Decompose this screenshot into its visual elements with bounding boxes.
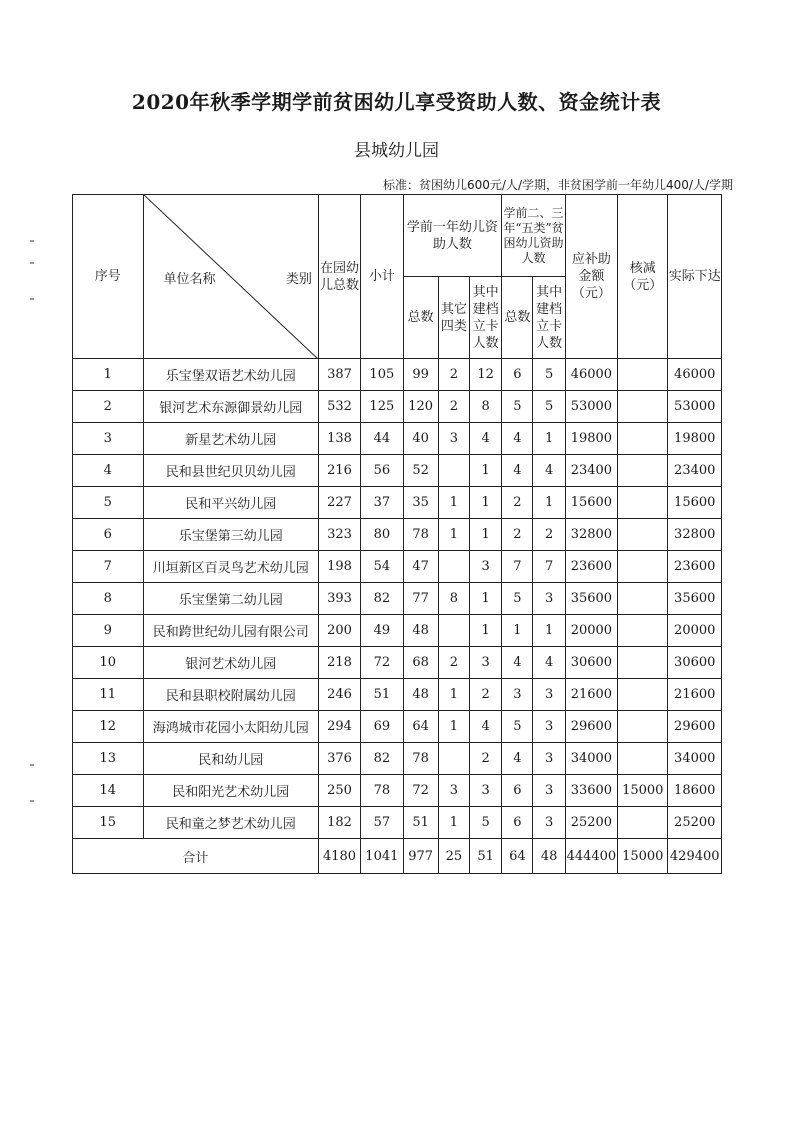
header-seq: 序号 — [73, 195, 144, 359]
table-row — [73, 807, 722, 839]
cell-pre-card: 12 — [470, 359, 502, 391]
table-row — [73, 679, 722, 711]
header-enrolled: 在园幼儿总数 — [318, 195, 360, 359]
header-actual: 实际下达 — [668, 195, 722, 359]
cell-yr23-card: 3 — [533, 807, 565, 839]
table-row — [73, 583, 722, 615]
cell-pre-other4: 1 — [438, 519, 469, 551]
total-label: 合计 — [73, 839, 319, 874]
table-row — [73, 487, 722, 519]
cell-pre-total: 35 — [403, 487, 438, 519]
cell-seq: 9 — [73, 615, 144, 647]
cell-actual: 34000 — [668, 743, 722, 775]
cell-actual: 18600 — [668, 775, 722, 807]
cell-subsidy: 32800 — [565, 519, 617, 551]
cell-yr23-total: 2 — [502, 487, 533, 519]
cell-pre-other4: 1 — [438, 487, 469, 519]
cell-yr23-card: 3 — [533, 679, 565, 711]
cell-deduct — [618, 519, 668, 551]
cell-pre-card: 1 — [470, 583, 502, 615]
cell-yr23-card: 1 — [533, 487, 565, 519]
cell-unit-name: 海鸿城市花园小太阳幼儿园 — [143, 711, 318, 743]
cell-actual: 21600 — [668, 679, 722, 711]
document-subtitle: 县城幼儿园 — [354, 141, 439, 161]
cell-enrolled: 138 — [318, 423, 360, 455]
cell-deduct — [618, 711, 668, 743]
cell-pre-total: 64 — [403, 711, 438, 743]
cell-seq: 4 — [73, 455, 144, 487]
cell-subsidy: 29600 — [565, 711, 617, 743]
cell-pre-other4: 8 — [438, 583, 469, 615]
total-subsidy: 444400 — [565, 839, 617, 874]
cell-pre-total: 120 — [403, 391, 438, 423]
cell-yr23-card: 3 — [533, 583, 565, 615]
cell-subsidy: 21600 — [565, 679, 617, 711]
cell-yr23-card: 1 — [533, 423, 565, 455]
cell-unit-name: 民和童之梦艺术幼儿园 — [143, 807, 318, 839]
cell-enrolled: 216 — [318, 455, 360, 487]
cell-pre-other4: 3 — [438, 423, 469, 455]
table-row — [73, 647, 722, 679]
cell-deduct — [618, 487, 668, 519]
cell-pre-other4: 2 — [438, 647, 469, 679]
cell-unit-name: 乐宝堡双语艺术幼儿园 — [143, 359, 318, 391]
cell-unit-name: 民和县职校附属幼儿园 — [143, 679, 318, 711]
cell-unit-name: 银河艺术幼儿园 — [143, 647, 318, 679]
cell-subsidy: 23400 — [565, 455, 617, 487]
cell-deduct — [618, 679, 668, 711]
cell-pre-other4: 1 — [438, 807, 469, 839]
cell-deduct — [618, 615, 668, 647]
table-row — [73, 551, 722, 583]
cell-yr23-total: 6 — [502, 807, 533, 839]
cell-actual: 20000 — [668, 615, 722, 647]
cell-subtotal: 56 — [361, 455, 403, 487]
cell-pre-total: 78 — [403, 743, 438, 775]
table-row — [73, 423, 722, 455]
cell-pre-other4: 2 — [438, 359, 469, 391]
cell-enrolled: 250 — [318, 775, 360, 807]
cell-unit-name: 银河艺术东源御景幼儿园 — [143, 391, 318, 423]
cell-enrolled: 198 — [318, 551, 360, 583]
cell-unit-name: 乐宝堡第三幼儿园 — [143, 519, 318, 551]
cell-actual: 30600 — [668, 647, 722, 679]
header-subsidy: 应补助金额（元） — [565, 195, 617, 359]
cell-pre-other4: 3 — [438, 775, 469, 807]
cell-subtotal: 54 — [361, 551, 403, 583]
cell-yr23-card: 7 — [533, 551, 565, 583]
cell-pre-total: 72 — [403, 775, 438, 807]
cell-pre-card: 1 — [470, 455, 502, 487]
cell-yr23-card: 2 — [533, 519, 565, 551]
cell-yr23-total: 2 — [502, 519, 533, 551]
cell-pre-total: 40 — [403, 423, 438, 455]
total-pre-other4: 25 — [438, 839, 469, 874]
table-row — [73, 711, 722, 743]
cell-yr23-card: 5 — [533, 359, 565, 391]
cell-yr23-total: 3 — [502, 679, 533, 711]
cell-pre-card: 4 — [470, 423, 502, 455]
cell-pre-other4 — [438, 551, 469, 583]
table-row — [73, 359, 722, 391]
cell-pre-other4: 1 — [438, 711, 469, 743]
table-row — [73, 615, 722, 647]
cell-pre-card: 1 — [470, 487, 502, 519]
cell-enrolled: 376 — [318, 743, 360, 775]
cell-seq: 14 — [73, 775, 144, 807]
total-yr23-card: 48 — [533, 839, 565, 874]
cell-seq: 5 — [73, 487, 144, 519]
cell-pre-total: 77 — [403, 583, 438, 615]
cell-unit-name: 民和幼儿园 — [143, 743, 318, 775]
cell-unit-name: 民和跨世纪幼儿园有限公司 — [143, 615, 318, 647]
cell-subsidy: 34000 — [565, 743, 617, 775]
cell-enrolled: 532 — [318, 391, 360, 423]
cell-subtotal: 82 — [361, 743, 403, 775]
cell-actual: 29600 — [668, 711, 722, 743]
cell-pre-card: 4 — [470, 711, 502, 743]
table-row — [73, 775, 722, 807]
cell-yr23-card: 1 — [533, 615, 565, 647]
cell-pre-card: 5 — [470, 807, 502, 839]
document-title: 2020年秋季学期学前贫困幼儿享受资助人数、资金统计表 — [131, 90, 662, 114]
cell-yr23-total: 4 — [502, 455, 533, 487]
cell-yr23-total: 5 — [502, 583, 533, 615]
cell-deduct — [618, 647, 668, 679]
cell-seq: 2 — [73, 391, 144, 423]
cell-yr23-total: 4 — [502, 743, 533, 775]
cell-seq: 11 — [73, 679, 144, 711]
cell-actual: 23400 — [668, 455, 722, 487]
cell-enrolled: 200 — [318, 615, 360, 647]
cell-pre-other4: 2 — [438, 391, 469, 423]
cell-subtotal: 125 — [361, 391, 403, 423]
cell-subsidy: 23600 — [565, 551, 617, 583]
cell-yr23-card: 3 — [533, 775, 565, 807]
header-subtotal: 小计 — [361, 195, 403, 359]
cell-deduct — [618, 455, 668, 487]
header-yr23-card: 其中建档立卡人数 — [533, 277, 565, 359]
cell-subtotal: 37 — [361, 487, 403, 519]
cell-pre-total: 48 — [403, 615, 438, 647]
cell-actual: 35600 — [668, 583, 722, 615]
cell-subtotal: 69 — [361, 711, 403, 743]
table-row — [73, 455, 722, 487]
header-pre-other4: 其它四类 — [438, 277, 469, 359]
cell-subtotal: 44 — [361, 423, 403, 455]
cell-yr23-total: 5 — [502, 391, 533, 423]
cell-subtotal: 78 — [361, 775, 403, 807]
cell-subsidy: 25200 — [565, 807, 617, 839]
cell-subtotal: 51 — [361, 679, 403, 711]
cell-subtotal: 57 — [361, 807, 403, 839]
cell-actual: 46000 — [668, 359, 722, 391]
cell-deduct — [618, 807, 668, 839]
cell-yr23-total: 7 — [502, 551, 533, 583]
cell-yr23-total: 5 — [502, 711, 533, 743]
cell-pre-other4 — [438, 743, 469, 775]
header-yr23-group: 学前二、三年“五类”贫困幼儿资助人数 — [502, 195, 565, 277]
cell-pre-total: 68 — [403, 647, 438, 679]
scan-speck — [30, 240, 34, 242]
cell-yr23-total: 4 — [502, 423, 533, 455]
cell-pre-other4 — [438, 615, 469, 647]
cell-enrolled: 393 — [318, 583, 360, 615]
total-row — [73, 839, 722, 874]
cell-pre-card: 1 — [470, 615, 502, 647]
cell-seq: 8 — [73, 583, 144, 615]
cell-enrolled: 387 — [318, 359, 360, 391]
cell-yr23-card: 4 — [533, 455, 565, 487]
cell-deduct — [618, 391, 668, 423]
table-row — [73, 743, 722, 775]
cell-enrolled: 218 — [318, 647, 360, 679]
cell-subsidy: 30600 — [565, 647, 617, 679]
cell-enrolled: 294 — [318, 711, 360, 743]
cell-yr23-total: 6 — [502, 359, 533, 391]
cell-seq: 3 — [73, 423, 144, 455]
cell-subsidy: 35600 — [565, 583, 617, 615]
cell-enrolled: 323 — [318, 519, 360, 551]
cell-unit-name: 民和县世纪贝贝幼儿园 — [143, 455, 318, 487]
cell-seq: 13 — [73, 743, 144, 775]
cell-actual: 15600 — [668, 487, 722, 519]
cell-yr23-card: 3 — [533, 711, 565, 743]
header-yr23-total: 总数 — [502, 277, 533, 359]
scan-speck — [30, 262, 34, 264]
cell-subsidy: 20000 — [565, 615, 617, 647]
cell-subtotal: 49 — [361, 615, 403, 647]
cell-unit-name: 乐宝堡第二幼儿园 — [143, 583, 318, 615]
header-pre-total: 总数 — [403, 277, 438, 359]
cell-pre-total: 99 — [403, 359, 438, 391]
subsidy-standard-note: 标准：贫困幼儿600元/人/学期，非贫困学前一年幼儿400/人/学期 — [383, 178, 733, 192]
cell-subtotal: 72 — [361, 647, 403, 679]
scan-speck — [30, 800, 34, 802]
total-pre-total: 977 — [403, 839, 438, 874]
cell-unit-name: 民和阳光艺术幼儿园 — [143, 775, 318, 807]
cell-yr23-total: 1 — [502, 615, 533, 647]
cell-pre-other4: 1 — [438, 679, 469, 711]
header-category: 类别 — [285, 272, 312, 287]
table-row — [73, 391, 722, 423]
cell-subtotal: 82 — [361, 583, 403, 615]
cell-enrolled: 227 — [318, 487, 360, 519]
cell-actual: 19800 — [668, 423, 722, 455]
cell-seq: 7 — [73, 551, 144, 583]
total-yr23-total: 64 — [502, 839, 533, 874]
cell-pre-card: 2 — [470, 743, 502, 775]
cell-enrolled: 246 — [318, 679, 360, 711]
cell-seq: 10 — [73, 647, 144, 679]
cell-yr23-card: 5 — [533, 391, 565, 423]
cell-pre-card: 8 — [470, 391, 502, 423]
scan-speck — [30, 298, 34, 300]
header-unit-name: 单位名称 — [163, 272, 216, 287]
cell-unit-name: 川垣新区百灵鸟艺术幼儿园 — [143, 551, 318, 583]
cell-deduct: 15000 — [618, 775, 668, 807]
total-actual: 429400 — [668, 839, 722, 874]
header-preschool-group: 学前一年幼儿资助人数 — [403, 195, 502, 277]
cell-deduct — [618, 423, 668, 455]
cell-seq: 12 — [73, 711, 144, 743]
cell-pre-total: 47 — [403, 551, 438, 583]
scan-speck — [30, 764, 34, 766]
cell-yr23-total: 6 — [502, 775, 533, 807]
cell-seq: 15 — [73, 807, 144, 839]
cell-pre-card: 2 — [470, 679, 502, 711]
cell-pre-card: 1 — [470, 519, 502, 551]
cell-actual: 23600 — [668, 551, 722, 583]
cell-deduct — [618, 359, 668, 391]
cell-unit-name: 民和平兴幼儿园 — [143, 487, 318, 519]
total-enrolled: 4180 — [318, 839, 360, 874]
cell-actual: 32800 — [668, 519, 722, 551]
cell-pre-total: 78 — [403, 519, 438, 551]
cell-seq: 1 — [73, 359, 144, 391]
cell-deduct — [618, 551, 668, 583]
header-deduct: 核减（元） — [618, 195, 668, 359]
total-deduct: 15000 — [618, 839, 668, 874]
cell-enrolled: 182 — [318, 807, 360, 839]
total-pre-card: 51 — [470, 839, 502, 874]
cell-subsidy: 53000 — [565, 391, 617, 423]
cell-pre-card: 3 — [470, 551, 502, 583]
cell-subsidy: 19800 — [565, 423, 617, 455]
cell-subsidy: 46000 — [565, 359, 617, 391]
cell-subsidy: 33600 — [565, 775, 617, 807]
cell-deduct — [618, 583, 668, 615]
statistics-table — [72, 194, 722, 874]
header-unit-category — [143, 195, 318, 359]
cell-actual: 53000 — [668, 391, 722, 423]
cell-pre-total: 48 — [403, 679, 438, 711]
cell-deduct — [618, 743, 668, 775]
cell-yr23-card: 4 — [533, 647, 565, 679]
cell-pre-other4 — [438, 455, 469, 487]
cell-subtotal: 105 — [361, 359, 403, 391]
header-pre-card: 其中建档立卡人数 — [470, 277, 502, 359]
cell-pre-total: 51 — [403, 807, 438, 839]
cell-subtotal: 80 — [361, 519, 403, 551]
table-row — [73, 519, 722, 551]
cell-subsidy: 15600 — [565, 487, 617, 519]
cell-yr23-card: 3 — [533, 743, 565, 775]
cell-pre-card: 3 — [470, 647, 502, 679]
cell-yr23-total: 4 — [502, 647, 533, 679]
cell-seq: 6 — [73, 519, 144, 551]
cell-unit-name: 新星艺术幼儿园 — [143, 423, 318, 455]
total-subtotal: 1041 — [361, 839, 403, 874]
cell-pre-card: 3 — [470, 775, 502, 807]
cell-actual: 25200 — [668, 807, 722, 839]
cell-pre-total: 52 — [403, 455, 438, 487]
